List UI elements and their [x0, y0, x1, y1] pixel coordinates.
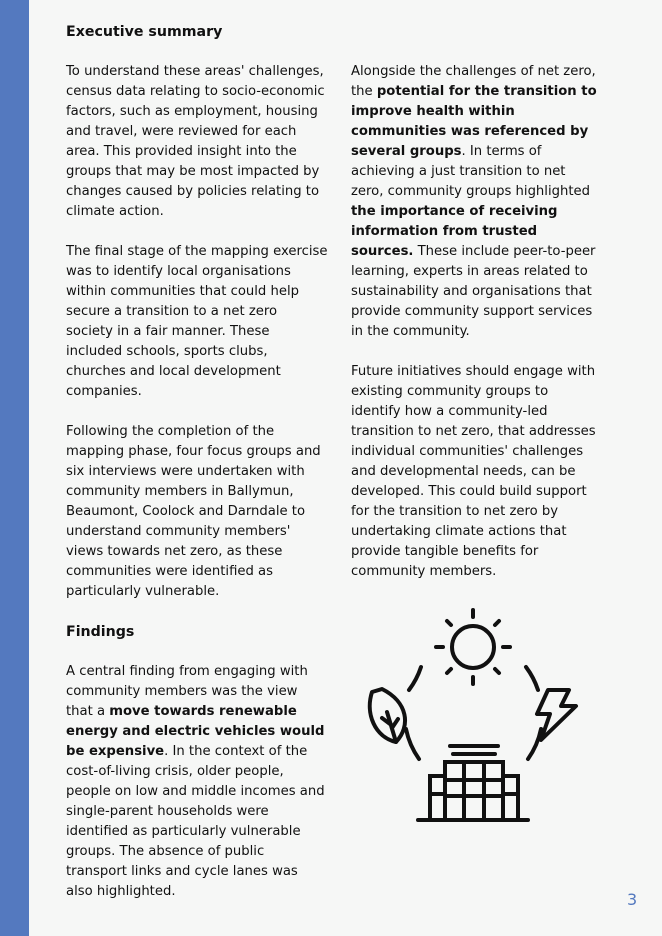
sidebar-accent-bar [0, 0, 29, 936]
right-text-3: These include peer-to-peer learning, experts in areas related to sustainability and organisations that provide community support services in the community. [351, 244, 596, 339]
findings-text-1: A central finding from engaging with community members was the view that a [66, 664, 308, 719]
findings-bold-text: move towards renewable energy and electric vehicles would be expensive [66, 704, 325, 759]
right-paragraph-1 [351, 62, 601, 342]
left-column [66, 22, 328, 922]
findings-paragraph [66, 662, 328, 902]
exec-summary-paragraph-1: To understand these areas' challenges, census data relating to socio-economic factors, such as employment, housing and travel, were reviewed for each area. This provided insight into the groups that may be most impacted by changes caused by policies relating to climate action. [66, 64, 325, 219]
exec-summary-paragraph-3: Following the completion of the mapping phase, four focus groups and six interviews were undertaken with community members in Ballymun, Beaumont, Coolock and Darndale to understand community members' views towards net zero, as these communities were identified as particularly vulnerable. [66, 424, 321, 599]
exec-summary-paragraph-2: The final stage of the mapping exercise was to identify local organisations within communities that could help secure a transition to a net zero society in a fair manner. These included schools, sports clubs, churches and local development companies. [66, 244, 328, 399]
leaf-icon [370, 689, 405, 742]
net-zero-cycle-illustration [360, 604, 585, 829]
executive-summary-heading: Executive summary [66, 24, 223, 40]
right-bold-text-1: potential for the transition to improve health within communities was referenced by several groups [351, 84, 597, 159]
right-bold-text-2: the importance of receiving information from trusted sources. [351, 204, 558, 259]
right-text-2: . In terms of achieving a just transition to net zero, community groups highlighted [351, 144, 591, 199]
right-text-1: Alongside the challenges of net zero, the [351, 64, 596, 99]
findings-heading: Findings [66, 624, 135, 640]
page-number: 3 [627, 890, 638, 909]
sun-icon [436, 610, 510, 684]
right-column [351, 62, 601, 602]
right-paragraph-2: Future initiatives should engage with existing community groups to identify how a community-led transition to net zero, that addresses individual communities' challenges and developmental needs, can be developed. This could build support for the transition to net zero by undertaking climate actions that provide tangible benefits for community members. [351, 364, 596, 579]
lightning-icon [537, 690, 576, 740]
building-icon [418, 746, 528, 820]
findings-text-2: . In the context of the cost-of-living crisis, older people, people on low and middle incomes and single-parent households were identified as particularly vulnerable groups. The absence of public transport links and cycle lanes was also highlighted. [66, 744, 325, 899]
